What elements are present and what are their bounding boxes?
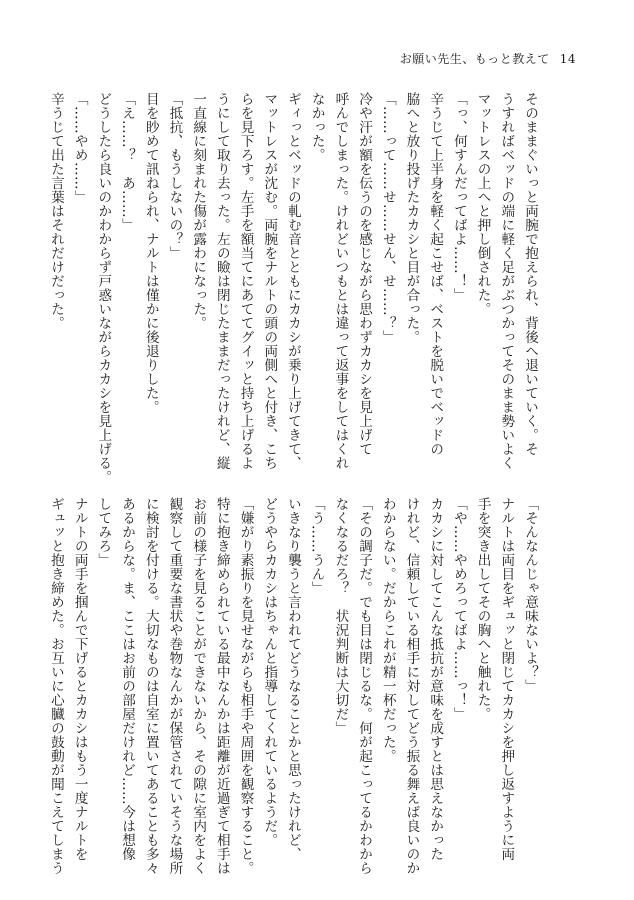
text-line: 「……って……せ……せん、せ……？」 (379, 92, 396, 344)
book-title: お願い先生、もっと教えて (399, 52, 550, 66)
text-line: 「そんなんじゃ意味ないよ？」 (522, 497, 538, 693)
running-header (400, 50, 576, 67)
text-line: 手を突き出してその胸へと触れた。 (474, 497, 491, 721)
text-line: 「や……やめろってばよ……っ！」 (450, 497, 467, 721)
text-line: お前の様子を見ることができないから、その隙に室内をよく (190, 497, 207, 875)
text-line: ナルトの両手を掴んで下げるとカカシはもう一度ナルトを (71, 497, 88, 861)
text-line: いきなり襲うと言われてどうなることかと思ったけれど、 (284, 497, 301, 861)
text-line: 「っ、何すんだってばよ……！」 (450, 92, 467, 302)
text-line: ナルトは両目をギュッと閉じてカカシを押し返すように両 (498, 497, 515, 861)
text-line: 「抵抗、もうしないの？」 (166, 92, 183, 260)
text-line: けれど、信頼している相手に対してどう振る舞えば良いのか (403, 497, 420, 875)
text-line: らを見下ろす。左手を額当てにあててグイッと持ち上げるよ (237, 92, 254, 470)
text-line: 一直線に刻まれた傷が露わになった。 (190, 92, 207, 330)
text-line: どうしたら良いのかわからず戸惑いながらカカシを見上げる。 (95, 92, 112, 484)
text-line: あるからな。ま、ここはお前の部屋だけれど……今は想像 (119, 497, 136, 861)
text-line: 「え……？ あ……」 (119, 92, 136, 232)
text-line: ギュッと抱き締めた。お互いに心臓の鼓動が聞こえてしまう (47, 497, 64, 875)
text-block-lower (47, 497, 541, 875)
text-line: 冷や汗が額を伝うのを感じながら思わずカカシを見上げて (356, 92, 373, 456)
text-line: 「う……うん」 (308, 497, 325, 595)
text-line: 辛うじて出た言葉はそれだけだった。 (47, 92, 64, 330)
text-line: なくなるだろ？ 状況判断は大切だ」 (332, 497, 349, 735)
text-line: 「……やめ……」 (71, 92, 88, 204)
text-line: に検討を付ける。大切なものは自室に置いてあることも多々 (142, 497, 159, 875)
text-line: そのままぐいっと両腕で抱えられ、背後へ退いていく。そ (522, 92, 538, 456)
text-block-upper (47, 92, 541, 484)
text-line: 辛うじて上半身を軽く起こせば、ベストを脱いでベッドの (427, 92, 444, 456)
text-line: どうやらカカシはちゃんと指導してくれているようだ。 (261, 497, 278, 847)
text-line: 脇へと放り投げたカカシと目が合った。 (403, 92, 420, 344)
text-line: わからない。だからこれが精一杯だった。 (379, 497, 396, 763)
text-line: 呼んでしまった。けれどいつもとは違って返事をしてはくれ (332, 92, 349, 470)
text-line: 「その調子だ。でも目は閉じるな。何が起こってるかわから (356, 497, 373, 875)
text-line: うにして取り去った。左の瞼は閉じたままだったけれど、縦 (213, 92, 230, 470)
text-line: なかった。 (308, 92, 325, 162)
page-number: 14 (559, 52, 576, 66)
text-line: 特に抱き締められている最中なんかは距離が近過ぎて相手は (213, 497, 230, 875)
text-line: 「嫌がり素振りを見せながらも相手や周囲を観察すること。 (237, 497, 254, 875)
text-line: マットレスが沈む。両腕をナルトの頭の両側へと付き、こち (261, 92, 278, 470)
text-line: うすればベッドの端に軽く足がぶつかってそのまま勢いよく (498, 92, 515, 470)
text-line: カカシに対してこんな抵抗が意味を成すとは思えなかった (427, 497, 444, 861)
text-line: してみろ」 (95, 497, 112, 567)
text-line: ギィっとベッドの軋む音とともにカカシが乗り上げてきて、 (284, 92, 301, 470)
text-line: 観察して重要な書状や巻物なんかが保管されていそうな場所 (166, 497, 183, 875)
text-line: 目を眇めて訊ねられ、ナルトは僅かに後退りした。 (142, 92, 159, 414)
text-line: マットレスの上へと押し倒された。 (474, 92, 491, 316)
